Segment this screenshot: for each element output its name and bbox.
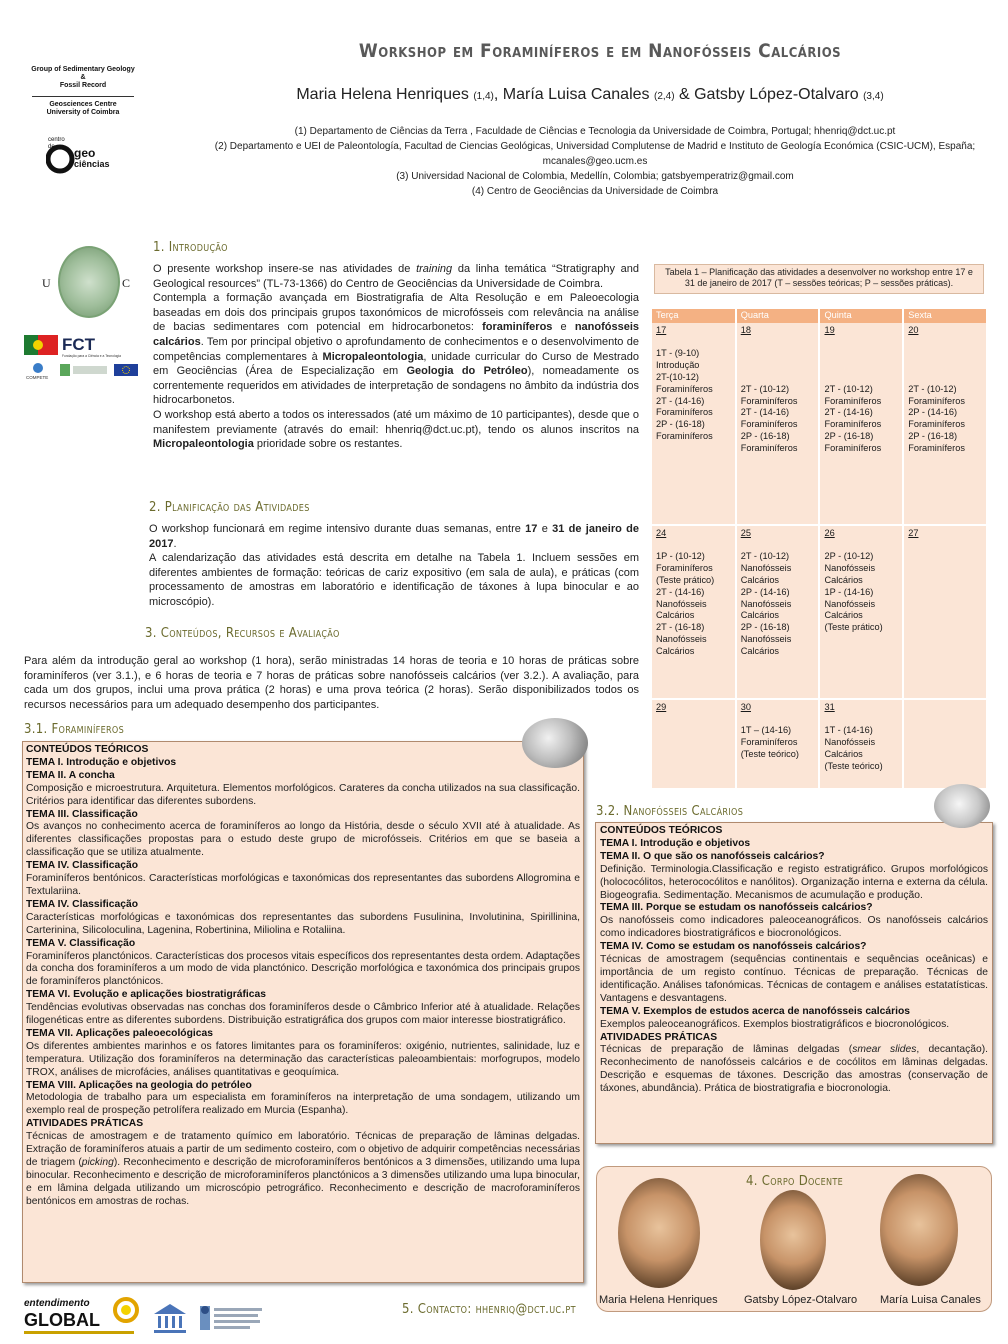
- text-run: ), nomeadamente os correntemente requeridos em atividades de interpretação de sondagens no âmbito da indústria dos hidrocarbonetos.: [153, 365, 640, 407]
- affiliation: (1) Departamento de Ciências da Terra , Faculdade de Ciências e Tecnologia da Universidade de Coimbra, Portugal; hhenriq@dct.uc.pt: [294, 126, 896, 137]
- faculty-name: Maria Helena Henriques: [599, 1294, 718, 1306]
- day-number: 26: [824, 527, 835, 538]
- cell-text: 1P - (10-12) Foraminíferos (Teste prático) 2T - (14-16) Nanofósseis Calcários 2T - (16-18) Nanofósseis Calcários: [656, 551, 715, 656]
- text-run: ). Reconhecimento e descrição de microforaminíferos bentónicos a 3 dimensões, utilizando uma lupa binocular. Reconhecimento e descrição de microforaminíferos planctónicos a 3 dimensões utilizando uma lupa binocular, e em lâmina delgada utilizando um microscópio petrográfico. Reconhecimento e descrição de macroforaminíferos bentónicos em amostras de rochas.: [26, 1157, 580, 1207]
- poster-title: Workshop em Foraminíferos e em Nanofósseis Calcários: [358, 40, 842, 62]
- table-cell: [903, 323, 987, 525]
- text-run: , unidade curricular do Curso de Mestrado em Geociências (Área de Especialização em: [153, 350, 639, 378]
- table-header: Quinta: [819, 309, 903, 323]
- cell-text: 1T - (9-10) Introdução 2T-(10-12) Foraminíferos 2T - (14-16) Foraminíferos 2P - (16-18) Foraminíferos: [656, 348, 713, 441]
- text-run: da linha temática “Stratigraphy and Geological resources” (TL-73-1366) do Centro de Geociências da Universidade de Coimbra.: [153, 263, 639, 290]
- text-run-italic: picking: [81, 1157, 114, 1168]
- table-cell: [652, 525, 736, 699]
- text-run: prioridade sobre os restantes.: [253, 438, 403, 451]
- paragraph: [149, 522, 639, 551]
- text-run: . Tem por principal objetivo o aprofundamento de conhecimentos e o desenvolvimento de competências complementares à: [153, 335, 639, 363]
- day-number: 25: [740, 527, 751, 538]
- topic-title: TEMA II. O que são os nanofósseis calcários?: [600, 850, 825, 862]
- day-number: 19: [824, 324, 835, 335]
- practice-text: [26, 1131, 580, 1208]
- text-run: Técnicas de preparação de lâminas delgadas (: [600, 1044, 853, 1056]
- practice-label: ATIVIDADES PRÁTICAS: [600, 1031, 718, 1043]
- day-number: 31: [824, 701, 835, 712]
- cell-text: 2T - (10-12) Foraminíferos 2P - (14-16) Foraminíferos 2P - (16-18) Foraminíferos: [908, 383, 965, 453]
- text-run: e: [537, 523, 553, 535]
- affiliations: [190, 124, 1000, 199]
- topic-text: Os nanofósseis como indicadores paleoceanográficos. Os nanofósseis calcários como indicadores biostratigráficos e biocronológicos.: [600, 915, 988, 940]
- logo-divider: [32, 94, 134, 97]
- author-name: María Luisa Canales: [502, 86, 650, 103]
- group-logo: [22, 66, 144, 117]
- section-heading-contact: 5. Contacto: hhenriq@dct.uc.pt: [402, 1301, 576, 1318]
- section-heading-planning: 2. Planificação das Atividades: [149, 499, 310, 516]
- table-row: [652, 323, 987, 525]
- topic-title: TEMA V. Classificação: [26, 937, 136, 949]
- table-header: Sexta: [903, 309, 987, 323]
- faculty-photo: [618, 1178, 700, 1288]
- topic-title: TEMA V. Exemplos de estudos acerca de nanofósseis calcários: [600, 1005, 910, 1017]
- day-number: 24: [656, 527, 667, 538]
- text-run-bold: nanofósseis calcários: [153, 321, 639, 348]
- topic-title: TEMA II. A concha: [26, 769, 115, 781]
- section-heading-foraminifera: 3.1. Foraminíferos: [24, 721, 125, 738]
- topic-text: Foraminíferos planctónicos. Características dos procesos vitais específicos dos representantes desta ordem. Adaptações da concha dos foraminíferos a um modo de vida planctónico. Descrição morfológica e taxonómica dos principais grupos de foraminíferos planctónicos.: [26, 950, 580, 988]
- cell-text: 2P - (10-12) Nanofósseis Calcários 1P - (14-16) Nanofósseis Calcários (Teste prático): [824, 551, 883, 633]
- topic-text: Exemplos paleoceanográficos. Exemplos biostratigráficos e biocronológicos.: [600, 1018, 950, 1030]
- faculty-name: Gatsby López-Otalvaro: [744, 1294, 858, 1306]
- logo-text: geo: [74, 146, 96, 160]
- affiliation: (2) Departamento e UEI de Paleontología, Facultad de Ciencias Geológicas, Universidad Complutense de Madrid e Instituto de Geología Económica (CSIC-UCM), España; mcanales@geo.ucm.es: [214, 141, 976, 167]
- text-run: O workshop funcionará em regime intensivo durante duas semanas, entre: [149, 523, 526, 535]
- topic-title: TEMA VI. Evolução e aplicações biostratigráficas: [26, 989, 266, 1001]
- foraminifera-shell-icon: [522, 718, 588, 768]
- cell-text: 2T - (10-12) Foraminíferos 2T - (14-16) Foraminíferos 2P - (16-18) Foraminíferos: [740, 383, 798, 453]
- text-run: .: [173, 537, 177, 550]
- cell-text: 2T - (10-12) Nanofósseis Calcários 2P - (14-16) Nanofósseis Calcários 2P - (16-18) Nanofósseis Calcários: [740, 551, 792, 656]
- topic-title: TEMA I. Introdução e objetivos: [600, 837, 751, 849]
- topic-text: Características morfológicas e taxonómicas dos representantes das subordens Fusulinina, Involutinina, Spirillinina, Carterinina, Silicoloculina, Lagenina, Robertinina, Miliolina e Rotaliina.: [26, 911, 580, 936]
- affiliation: (4) Centro de Geociências da Universidade de Coimbra: [471, 186, 719, 197]
- text-run-bold: Geologia do Petróleo: [406, 365, 528, 378]
- faculty-photo: [760, 1190, 826, 1290]
- table-row: [652, 699, 987, 789]
- table-cell: [819, 525, 903, 699]
- schedule-table: [652, 309, 988, 790]
- intro-text: [153, 262, 639, 452]
- seal-icon: [58, 246, 120, 318]
- theory-label: CONTEÚDOS TEÓRICOS: [600, 825, 723, 836]
- text-run-bold: 31 de janeiro de 2017: [149, 523, 639, 550]
- logo-text: Fossil Record: [59, 82, 107, 89]
- logo-text: GLOBAL: [24, 1310, 100, 1330]
- entendimento-global-logo: [22, 1294, 140, 1340]
- day-number: 27: [908, 527, 919, 538]
- text-run-bold: Micropaleontologia: [153, 438, 254, 451]
- table-cell: [652, 699, 736, 789]
- paragraph: [153, 408, 639, 452]
- text-run: e: [552, 321, 575, 334]
- logo-text: ciências: [74, 159, 110, 169]
- author-name: Maria Helena Henriques: [296, 86, 469, 103]
- topic-text: Tendências evolutivas observadas nas conchas dos foraminíferos desde o Câmbrico Inferior até à atualidade. Relações filogenéticas entre as diferentes subordens. Distribuição estratigráfica dos grupos com maior interesse biostratigráfico.: [26, 1002, 580, 1027]
- topic-title: TEMA I. Introdução e objetivos: [26, 756, 177, 768]
- author-separator: &: [674, 86, 695, 103]
- text-run-bold: Micropaleontologia: [322, 350, 424, 363]
- section-heading-nannofossils: 3.2. Nanofósseis Calcários: [596, 803, 744, 820]
- topic-title: TEMA VIII. Aplicações na geologia do petróleo: [26, 1079, 252, 1091]
- topic-text: Composição e microestrutura. Arquitetura. Elementos morfológicos. Carateres da concha utilizados na sua classificação. Critérios para identificar das diferentes subordens.: [26, 782, 580, 807]
- cell-text: 1T – (14-16) Foraminíferos (Teste teórico): [740, 725, 799, 759]
- logo-text: FCT: [62, 335, 96, 354]
- compete-logo: [26, 362, 142, 380]
- author-separator: ,: [493, 86, 503, 103]
- text-run-italic: training: [416, 263, 453, 275]
- unesco-logo: [150, 1300, 190, 1340]
- topic-title: TEMA VII. Aplicações paleoecológicas: [26, 1027, 213, 1039]
- day-number: 18: [740, 324, 751, 335]
- text-run: O presente workshop insere-se nas atividades de: [153, 263, 417, 275]
- table-cell: [819, 699, 903, 789]
- topic-text: Os diferentes ambientes marinhos e os fatores limitantes para os foraminíferos: oxigénio, nutrientes, salinidade, luz e temperatura. Utilização dos foraminíferos na determinação das características paleoambientais: morfogrupos, modelo TROX, análises de microfácies, análises quantitativas e geoquímica.: [26, 1040, 580, 1078]
- logo-text: University of Coimbra: [46, 109, 120, 116]
- paragraph: [153, 262, 639, 291]
- table-cell: [736, 699, 820, 789]
- table-cell: [736, 525, 820, 699]
- text-run-bold: foraminíferos: [482, 321, 553, 334]
- paragraph: [153, 291, 639, 408]
- planning-text: [149, 522, 639, 610]
- section-heading-contents: 3. Conteúdos, Recursos e Avaliação: [145, 625, 340, 642]
- paragraph: A calendarização das atividades está descrita em detalhe na Tabela 1. Incluem sessões em diferentes ambientes de formação: teóricas de cariz expositivo (em sala de aula), e práticas (com processamento de amostras em laboratório e identificação de táxones à lupa binocular e ao microscópio).: [149, 552, 639, 608]
- section-heading-intro: 1. Introdução: [153, 239, 228, 256]
- faculty-photo: [880, 1174, 958, 1286]
- geociencias-logo: [46, 133, 121, 179]
- nannofossils-box: [595, 822, 993, 1144]
- author-affiliation-ref: (2,4): [653, 91, 675, 102]
- logo-text: entendimento: [24, 1298, 90, 1309]
- section-heading-faculty: 4. Corpo Docente: [746, 1173, 844, 1190]
- topic-title: TEMA IV. Classificação: [26, 898, 138, 910]
- text-run: Técnicas de amostragem e de tratamento químico em laboratório. Técnicas de preparação de lâminas delgadas. Extração de foraminíferos atuais a partir de um sedimento costeiro, com o objetivo de adquirir competências necessárias de triagem (: [26, 1131, 580, 1168]
- table-header: Terça: [652, 309, 736, 323]
- logo-text: centro: [48, 137, 65, 143]
- seal-letter: C: [122, 276, 131, 290]
- table-cell: [736, 323, 820, 525]
- author-affiliation-ref: (3,4): [863, 91, 884, 102]
- logo-text: Fundação para a Ciência e a Tecnologia: [62, 354, 121, 358]
- faculty-name: María Luisa Canales: [880, 1294, 981, 1306]
- table-cell: [903, 699, 987, 789]
- logo-text: de: [48, 144, 55, 150]
- table-cell: [819, 323, 903, 525]
- table-header: Quarta: [736, 309, 820, 323]
- practice-text: [600, 1044, 988, 1096]
- topic-title: TEMA III. Classificação: [26, 808, 138, 820]
- topic-text: Os avanços no conhecimento acerca de foraminíferos ao longo da História, desde o século XVII até à atualidade. As diferentes classificações propostas para o estudo deste grupo de microfósseis. Critérios em que se baseia a classificação que se utiliza atualmente.: [26, 821, 580, 859]
- table-cell: [652, 323, 736, 525]
- topic-title: TEMA III. Porque se estudam os nanofósseis calcários?: [600, 902, 873, 914]
- table-header-row: [652, 309, 987, 323]
- text-run-italic: smear slides: [852, 1044, 917, 1056]
- theory-label: CONTEÚDOS TEÓRICOS: [26, 744, 149, 755]
- foraminifera-box: [22, 741, 584, 1283]
- university-seal: [42, 246, 142, 318]
- fct-logo: [24, 333, 142, 359]
- topic-text: Definição. Terminologia.Classificação e registo estratigráfico. Grupos morfológicos (holococólitos, heterococólitos e nanólitos). Organização interna e externa da célula. Biogeografia. Sedimentação. Mecanismos de acumulação e produção.: [600, 863, 988, 901]
- text-run: Contempla a formação avançada em Biostratigrafia de Alta Resolução e em Paleoecologia baseadas em dois dos principais grupos taxonómicos de microfósseis com relevância na análise de bacias sedimentares com potencial em hidrocarbonetos:: [153, 292, 639, 334]
- national-committee-logo: [196, 1302, 266, 1338]
- affiliation: (3) Universidad Nacional de Colombia, Medellín, Colombia; gatsbyemperatriz@gmail.com: [396, 171, 794, 182]
- contents-text: Para além da introdução geral ao workshop (1 hora), serão ministradas 14 horas de teoria e 10 horas de práticas sobre foraminíferos (ver 3.1.), e 6 horas de teoria e 7 horas de práticas sobre nanofósseis calcários (ver 3.2.). A avaliação, para cada um dos grupos, inclui uma prova prática (2 horas) e uma prova teórica (2 horas). Serão disponibilizados todos os recursos necessários para um adequado desempenho dos participantes.: [24, 655, 639, 711]
- topic-text: Metodologia de trabalho para um especialista em foraminíferos na interpretação de uma sondagem, utilizando um exemplo real de prospeção petrolífera realizado em Murcia (Espanha).: [26, 1092, 580, 1117]
- authors-line: [250, 86, 930, 104]
- cell-text: 1T - (14-16) Nanofósseis Calcários (Teste teórico): [824, 725, 883, 771]
- practice-label: ATIVIDADES PRÁTICAS: [26, 1118, 144, 1130]
- cell-text: 2T - (10-12) Foraminíferos 2T - (14-16) Foraminíferos 2P - (16-18) Foraminíferos: [824, 383, 882, 453]
- topic-text: Técnicas de amostragem (sequências continentais e sequências oceânicas) e importância de um registo contínuo. Técnicas de preparação. Técnicas de identificação. Análises tafonómicas. Técnicas de contagem e análises estatatísticas. Vantagens e desvantagens.: [600, 954, 988, 1004]
- author-name: Gatsby López-Otalvaro: [694, 86, 859, 103]
- text-run: , decantação). Reconhecimento de nanofósseis calcários e de cocólitos em lâminas delgadas. Descrição e esquemas de táxones. Descrição das amostras (conservação de táxones, abundância). Prática de biostratigrafia e biocronologia.: [600, 1044, 988, 1095]
- day-number: 29: [656, 701, 667, 712]
- day-number: 20: [908, 324, 919, 335]
- author-affiliation-ref: (1,4): [473, 91, 494, 102]
- coccolith-icon: [934, 784, 990, 828]
- topic-title: TEMA IV. Como se estudam os nanofósseis calcários?: [600, 941, 867, 953]
- text-run-bold: 17: [525, 523, 538, 535]
- topic-title: TEMA IV. Classificação: [26, 860, 138, 872]
- table-caption: Tabela 1 – Planificação das atividades a desenvolver no workshop entre 17 e 31 de janeiro de 2017 (T – sessões teóricas; P – sessões práticas).: [654, 264, 984, 294]
- logo-text: Group of Sedimentary Geology: [31, 66, 135, 73]
- table-cell: [903, 525, 987, 699]
- day-number: 30: [740, 701, 751, 712]
- table-row: [652, 525, 987, 699]
- logo-text: &: [80, 74, 86, 81]
- logo-text: COMPETE: [26, 375, 49, 380]
- day-number: 17: [656, 324, 667, 335]
- text-run: O workshop está aberto a todos os interessados (até um máximo de 10 participantes), desde que o manifestem previamente (através do email: hhenriq@dct.uc.pt), tendo os alunos inscritos na: [153, 408, 639, 436]
- topic-text: Foraminíferos bentónicos. Características morfológicas e taxonómicas dos representantes das subordens Allogromina e Textulariina.: [26, 873, 580, 897]
- logo-text: Geosciences Centre: [49, 101, 117, 108]
- seal-letter: U: [42, 276, 51, 290]
